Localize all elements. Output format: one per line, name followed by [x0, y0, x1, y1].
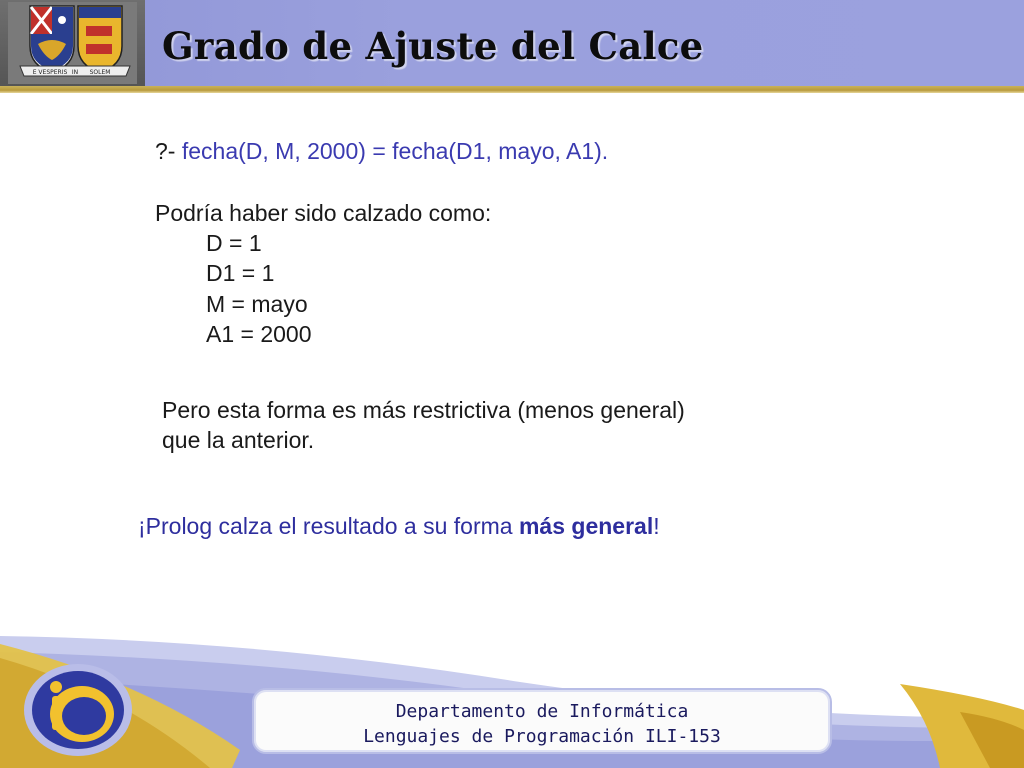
binding-item: D1 = 1 — [206, 260, 275, 286]
header-gold-divider — [0, 86, 1024, 93]
crest-icon — [0, 0, 145, 86]
university-crest-logo — [0, 0, 145, 86]
crest-banner-left: E VESPERIS — [32, 69, 68, 76]
conclusion-text: ¡Prolog calza el resultado a su forma — [138, 513, 519, 539]
prolog-conclusion — [138, 513, 660, 540]
restriction-note-line: Pero esta forma es más restrictiva (menos general) — [162, 397, 685, 423]
crest-banner-mid: IN — [71, 69, 79, 76]
conclusion-end: ! — [653, 513, 660, 539]
slide-title: Grado de Ajuste del Calce — [162, 24, 704, 68]
restriction-note — [162, 395, 685, 455]
department-logo-icon — [22, 662, 134, 758]
restriction-note-line: que la anterior. — [162, 427, 315, 453]
prolog-query — [155, 138, 608, 165]
footer-text — [252, 699, 832, 749]
footer-department: Departamento de Informática — [395, 701, 689, 722]
binding-intro: Podría haber sido calzado como: — [155, 200, 492, 226]
binding-item: A1 = 2000 — [206, 321, 312, 347]
footer-course: Lenguajes de Programación ILI-153 — [363, 726, 721, 747]
conclusion-emphasis: más general — [518, 513, 654, 539]
binding-item: D = 1 — [206, 230, 262, 256]
query-prompt: ?- — [155, 138, 182, 164]
crest-banner-right: SOLEM — [89, 69, 111, 76]
query-expression: fecha(D, M, 2000) = fecha(D1, mayo, A1). — [181, 138, 609, 164]
binding-item: M = mayo — [206, 291, 308, 317]
